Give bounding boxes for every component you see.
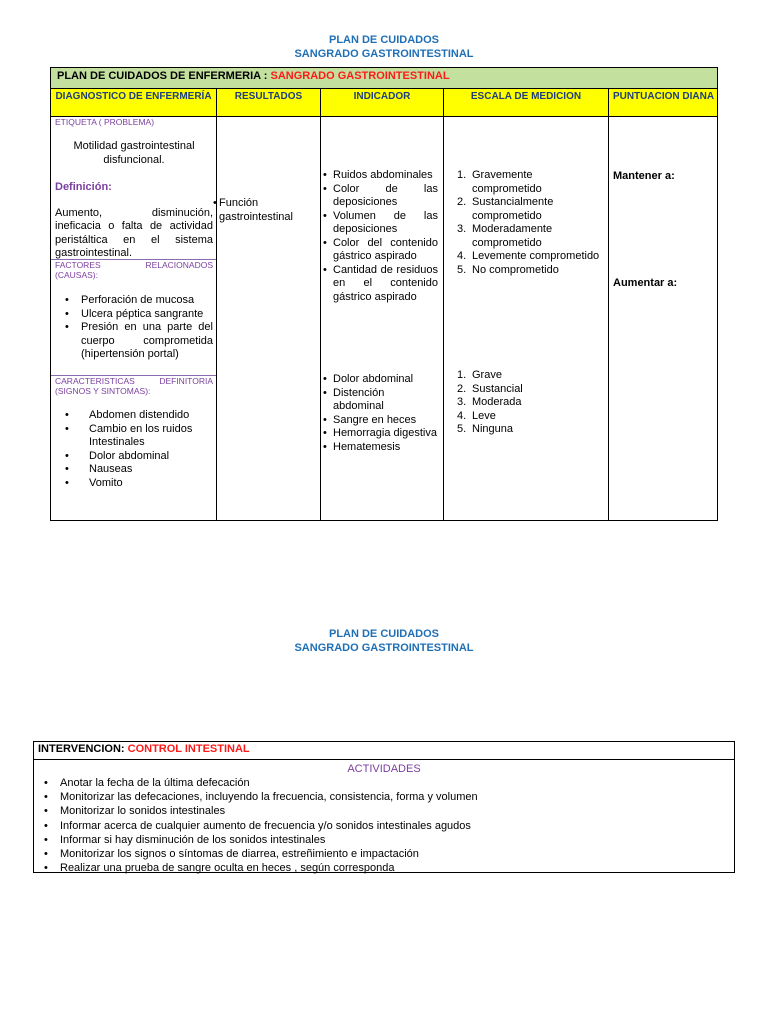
diana-aumentar: Aumentar a: [613, 277, 678, 289]
escala-list-2 [457, 369, 602, 437]
column-header-resultados: RESULTADOS [234, 91, 303, 102]
list-item: 2. Sustancial [457, 382, 523, 395]
list-item: • Realizar una prueba de sangre oculta en heces , según corresponda [34, 861, 734, 875]
escala-list-1 [457, 169, 602, 277]
factores-label: FACTORES RELACIONADOS (CAUSAS): [55, 260, 213, 280]
intervention-name: CONTROL INTESTINAL [127, 743, 250, 755]
list-item: • Hemorragia digestiva [323, 427, 438, 441]
column-header-diagnostico: DIAGNOSTICO DE ENFERMERÍA [55, 91, 212, 102]
page-title-block [0, 33, 768, 61]
diana-mantener: Mantener a: [613, 170, 675, 182]
column-header-puntuacion: PUNTUACION DIANA [612, 91, 715, 102]
page-title-block [0, 627, 768, 655]
column-header-indicador: INDICADOR [353, 91, 411, 102]
column-divider [320, 89, 321, 520]
list-item: • Color del contenido gástrico aspirado [323, 237, 438, 264]
list-item: • Informar acerca de cualquier aumento de frecuencia y/o sonidos intestinales agudos [34, 819, 734, 833]
care-plan-header [51, 68, 717, 89]
list-item: 1. Grave [457, 369, 502, 381]
list-item: • Monitorizar lo sonidos intestinales [34, 804, 734, 818]
list-item: • Ulcera péptica sangrante [55, 308, 213, 322]
list-item: • Dolor abdominal [323, 373, 438, 387]
list-item: • Informar si hay disminución de los sonidos intestinales [34, 833, 734, 847]
factores-list [55, 294, 213, 362]
intervention-header [34, 742, 734, 760]
list-item: • Ruidos abdominales [323, 169, 438, 183]
caracteristicas-label: CARACTERISTICAS DEFINITORIA (SIGNOS Y SINTOMAS): [55, 376, 213, 396]
page-title: PLAN DE CUIDADOS [328, 628, 439, 640]
page-subtitle: SANGRADO GASTROINTESTINAL [294, 48, 474, 60]
list-item: 4. Levemente comprometido [457, 250, 600, 262]
care-plan-header-topic: SANGRADO GASTROINTESTINAL [270, 70, 450, 82]
column-divider [216, 89, 217, 520]
intervention-label: INTERVENCION: [38, 743, 128, 755]
definicion-label: Definición: [55, 181, 112, 193]
indicador-list-2 [323, 373, 438, 454]
definicion-text: Aumento, disminución, ineficacia o falta de actividad peristáltica en el sistema gastrointestinal. [55, 206, 213, 259]
list-item: • Hematemesis [323, 441, 438, 455]
list-item: 5. No comprometido [457, 263, 559, 276]
list-item: 3. Moderada [457, 396, 522, 408]
list-item: • Volumen de las deposiciones [323, 210, 438, 237]
etiqueta-section [55, 117, 213, 261]
care-plan-table [50, 67, 718, 521]
list-item: • Dolor abdominal [55, 450, 213, 464]
list-item: • Perforación de mucosa [55, 294, 213, 308]
list-item: 2. Sustancialmente comprometido [457, 196, 554, 222]
list-item: 1. Gravemente comprometido [457, 169, 542, 195]
list-item: • Sangre en heces [323, 414, 438, 428]
caracteristicas-section [55, 376, 213, 490]
factores-section [55, 260, 213, 362]
etiqueta-label: ETIQUETA ( PROBLEMA) [55, 117, 155, 127]
activities-title: ACTIVIDADES [347, 763, 421, 775]
page-title: PLAN DE CUIDADOS [328, 34, 439, 46]
list-item: • Cambio en los ruidos Intestinales [55, 423, 213, 450]
column-header-row [51, 89, 717, 117]
column-divider [608, 89, 609, 520]
list-item: • Monitorizar los signos o síntomas de diarrea, estreñimiento e impactación [34, 847, 734, 861]
column-header-escala: ESCALA DE MEDICION [470, 91, 582, 102]
etiqueta-text: Motilidad gastrointestinal disfuncional. [73, 140, 195, 166]
list-item: • Nauseas [55, 463, 213, 477]
caracteristicas-list [55, 409, 213, 490]
list-item: 5. Ninguna [457, 423, 513, 435]
list-item: 3. Moderadamente comprometido [457, 223, 553, 249]
list-item: • Distención abdominal [323, 387, 438, 414]
column-divider [443, 89, 444, 520]
list-item: • Función gastrointestinal [213, 197, 317, 224]
list-item: • Anotar la fecha de la última defecación [34, 776, 734, 790]
page-subtitle: SANGRADO GASTROINTESTINAL [294, 642, 474, 654]
list-item: • Vomito [55, 477, 213, 491]
list-item: • Presión en una parte del cuerpo comprometida (hipertensión portal) [55, 321, 213, 362]
list-item: • Monitorizar las defecaciones, incluyendo la frecuencia, consistencia, forma y volumen [34, 790, 734, 804]
list-item: • Color de las deposiciones [323, 183, 438, 210]
care-plan-header-label: PLAN DE CUIDADOS DE ENFERMERIA : [57, 70, 271, 82]
resultados-list [213, 197, 317, 224]
list-item: • Cantidad de residuos en el contenido gástrico aspirado [323, 264, 438, 305]
list-item: • Abdomen distendido [55, 409, 213, 423]
activities-list [34, 776, 734, 875]
intervention-table [33, 741, 735, 873]
list-item: 4. Leve [457, 409, 496, 422]
indicador-list-1 [323, 169, 438, 304]
